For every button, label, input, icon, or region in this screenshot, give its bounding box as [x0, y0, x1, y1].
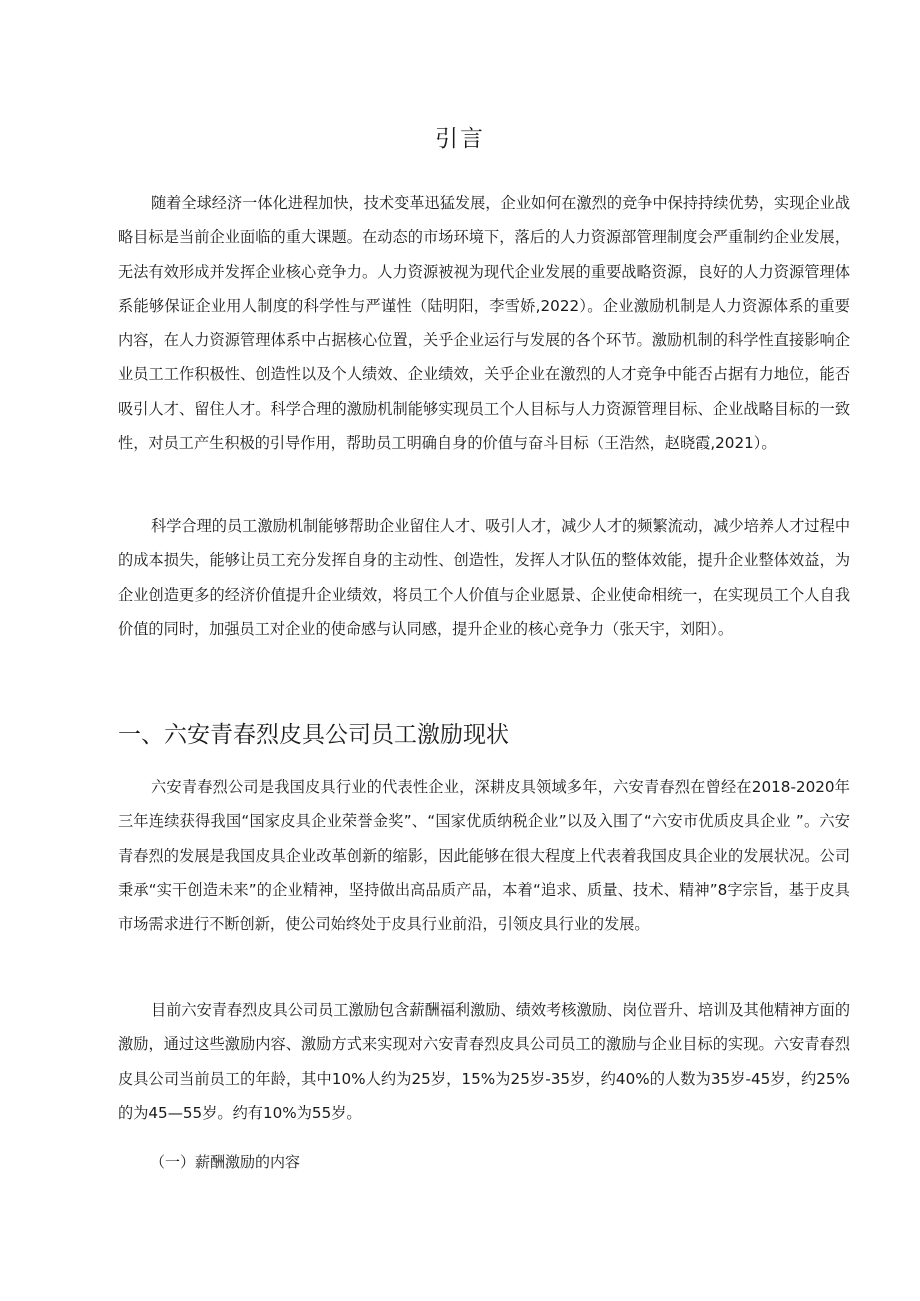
- section-paragraph: 六安青春烈公司是我国皮具行业的代表性企业，深耕皮具领域多年，六安青春烈在曾经在2018-2020年三年连续获得我国“国家皮具企业荣誉金奖”、“国家优质纳税企业”以及入围了“六安市优质皮具企业 ”。六安青春烈的发展是我国皮具企业改革创新的缩影，因此能够在很大程度上代表着我国皮具企业的发展状况。公司秉承“实干创造未来”的企业精神，坚持做出高品质产品，本着“追求、质量、技术、精神”8字宗旨，基于皮具市场需求进行不断创新，使公司始终处于皮具行业前沿，引领皮具行业的发展。: [118, 778, 850, 934]
- intro-paragraph: 随着全球经济一体化进程加快，技术变革迅猛发展，企业如何在激烈的竞争中保持持续优势，实现企业战略目标是当前企业面临的重大课题。在动态的市场环境下，落后的人力资源部管理制度会严重制约企业发展，无法有效形成并发挥企业核心竞争力。人力资源被视为现代企业发展的重要战略资源，良好的人力资源管理体系能够保证企业用人制度的科学性与严谨性（陆明阳，李雪娇,2022）。企业激励机制是人力资源体系的重要内容，在人力资源管理体系中占据核心位置，关乎企业运行与发展的各个环节。激励机制的科学性直接影响企业员工工作积极性、创造性以及个人绩效、企业绩效，关乎企业在激烈的人才竞争中能否占据有力地位，能否吸引人才、留住人才。科学合理的激励机制能够实现员工个人目标与人力资源管理目标、企业战略目标的一致性，对员工产生积极的引导作用，帮助员工明确自身的价值与奋斗目标（王浩然，赵晓霞,2021）。: [118, 194, 850, 453]
- page-title: 引言: [435, 126, 485, 152]
- intro-paragraph: 科学合理的员工激励机制能够帮助企业留住人才、吸引人才，减少人才的频繁流动，减少培养人才过程中的成本损失，能够让员工充分发挥自身的主动性、创造性，发挥人才队伍的整体效能，提升企业整体效益，为企业创造更多的经济价值提升企业绩效，将员工个人价值与企业愿景、企业使命相统一，在实现员工个人自我价值的同时，加强员工对企业的使命感与认同感，提升企业的核心竞争力（张天宇，刘阳）。: [118, 517, 850, 638]
- section-heading: 一、六安青春烈皮具公司员工激励现状: [118, 722, 509, 748]
- subsection-heading: （一）薪酬激励的内容: [150, 1153, 301, 1171]
- section-paragraph: 目前六安青春烈皮具公司员工激励包含薪酬福利激励、绩效考核激励、岗位晋升、培训及其他精神方面的激励，通过这些激励内容、激励方式来实现对六安青春烈皮具公司员工的激励与企业目标的实现。六安青春烈皮具公司当前员工的年龄，其中10%人约为25岁，15%为25岁-35岁，约40%的人数为35岁-45岁，约25%的为45—55岁。约有10%为55岁。: [118, 1001, 850, 1122]
